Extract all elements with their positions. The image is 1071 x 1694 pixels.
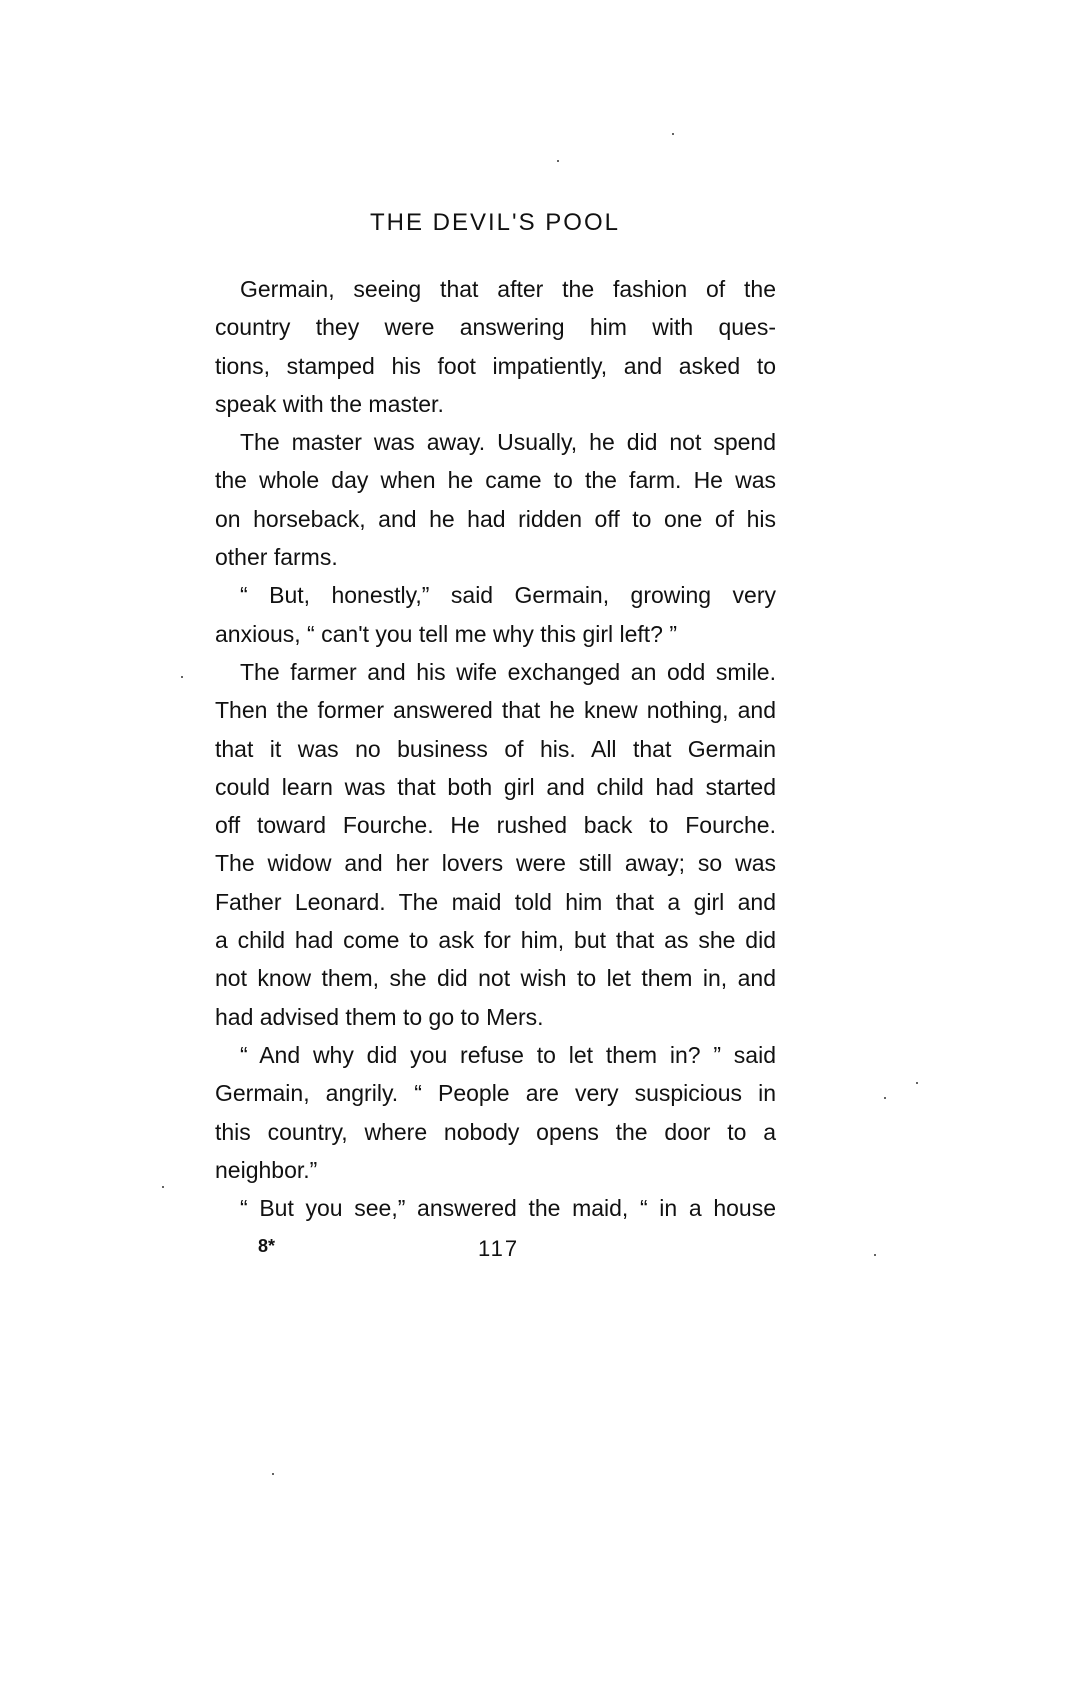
text-line: other farms. bbox=[215, 544, 338, 571]
text-line: that it was no business of his. All that Germain bbox=[215, 735, 776, 762]
signature-mark: 8* bbox=[258, 1236, 276, 1256]
text-line: the whole day when he came to the farm. He was bbox=[215, 467, 776, 494]
text-line: “ But, honestly,” said Germain, growing very bbox=[240, 582, 776, 609]
text-line: had advised them to go to Mers. bbox=[215, 1003, 544, 1030]
page-number: 117 bbox=[478, 1236, 520, 1261]
text-line: The widow and her lovers were still away; so was bbox=[215, 850, 776, 877]
scan-speck bbox=[181, 676, 183, 678]
text-line: The farmer and his wife exchanged an odd smile. bbox=[240, 658, 776, 685]
text-line: Germain, seeing that after the fashion of the bbox=[240, 276, 776, 302]
scan-speck bbox=[884, 1097, 886, 1099]
text-line: on horseback, and he had ridden off to one of his bbox=[215, 505, 776, 532]
text-line: speak with the master. bbox=[215, 390, 444, 417]
text-line: tions, stamped his foot impatiently, and asked to bbox=[215, 352, 776, 379]
text-line: could learn was that both girl and child had started bbox=[215, 773, 776, 800]
scan-speck bbox=[272, 1473, 274, 1475]
body-text bbox=[215, 270, 776, 1227]
scan-speck bbox=[672, 133, 674, 135]
text-line: anxious, “ can't you tell me why this girl left? ” bbox=[215, 620, 678, 647]
running-title: THE DEVIL'S POOL bbox=[370, 209, 620, 236]
scan-speck bbox=[916, 1082, 918, 1084]
text-line: not know them, she did not wish to let them in, and bbox=[215, 965, 776, 992]
scan-speck bbox=[874, 1254, 876, 1256]
text-line: this country, where nobody opens the door to a bbox=[215, 1118, 776, 1145]
text-line: a child had come to ask for him, but that as she did bbox=[215, 927, 776, 954]
text-line: Then the former answered that he knew nothing, and bbox=[215, 697, 776, 724]
text-line: Germain, angrily. “ People are very suspicious in bbox=[215, 1080, 776, 1107]
text-line: “ But you see,” answered the maid, “ in a house bbox=[240, 1195, 776, 1222]
text-line: Father Leonard. The maid told him that a girl and bbox=[215, 888, 776, 915]
text-line: off toward Fourche. He rushed back to Fourche. bbox=[215, 812, 776, 839]
scan-speck bbox=[557, 160, 559, 162]
text-line: country they were answering him with ques- bbox=[215, 314, 776, 341]
scan-speck bbox=[162, 1186, 164, 1188]
text-line: “ And why did you refuse to let them in? ” said bbox=[240, 1041, 776, 1068]
text-line: neighbor.” bbox=[215, 1156, 318, 1183]
text-line: The master was away. Usually, he did not spend bbox=[240, 429, 776, 456]
